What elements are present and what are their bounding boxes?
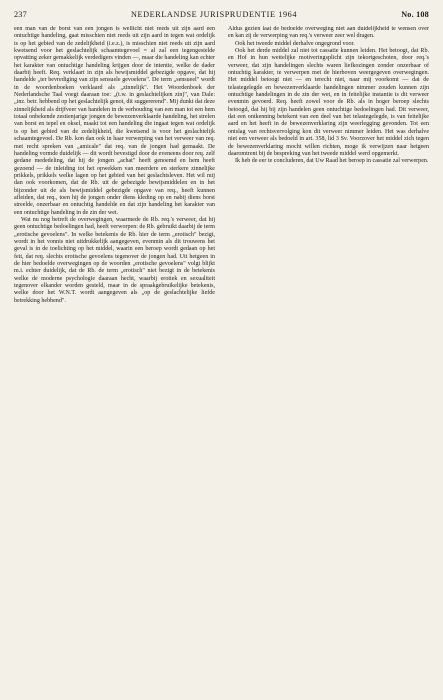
paragraph: Wat nu nog betreft de overwegingen, waarmede de Rb. req.'s verweer, dat hij geen ontuchtige bedoelingen had, heeft verworpen: de Rb. gebruikt daarbij de term „erotische gevoelens". In welke betekenis de Rb. hier de term „erotisch" bezigt, wordt in het vonnis niet uitdrukkelijk aangegeven, evenmin als dit trouwens het geval is in de toelichting op het middel, waarin een beroep wordt gedaan op het feit, dat req. slechts erotische gevoelens tegenover de jongen had. Uit hetgeen in de hier bedoelde overwegingen op de woorden „erotische gevoelens" volgt blijkt m.i. echter duidelijk, dat de Rb. de term „erotisch" niet bezigt in de betekenis welke de moderne psychologie daaraan hecht, waarbij erotiek en sexualiteit tegenover elkander worden gesteld, maar in de spraakgebruikelijke betekenis, welke door het W.N.T. wordt aangegeven als „op de geslachtelijke liefde betrekking hebbend". [14,216,215,304]
page-header [14,10,429,22]
right-column [228,26,429,305]
journal-title: NEDERLANDSE JURISPRUDENTIE 1964 [131,10,298,19]
paragraph: Aldus gezien laat de bedoelde overweging niet aan duidelijkheid te wensen over en kan zij de verwerping van req.'s verweer zeer wel dragen. [228,26,429,40]
paragraph: Ook het derde middel zal niet tot cassatie kunnen leiden. Het betoogt, dat Rb. en Hof in hun wettelijke motiveringsplicht zijn tekortgeschoten, door req.'s verweer, dat zijn handelingen slechts waren liefkozingen zonder onzerbaar of ontuchtig karakter, te verwerpen met de hierboven weergegeven overwegingen. Het middel betoogt niet — en terecht niet, naar mij voorkomt — dat de telastegelegde en bewezenverklaarde handelingen nimmer zouden kunnen zijn ontuchtige handelingen in de zin der wet, en in feitelijke instantie is dit verweer evenmin gevoerd. Req. heeft zowel voor de Rb. als in hoger beroep slechts betoogd, dat hij bij zijn handelen geen ontuchtige bedoelingen had. Dit verweer, dat een ontkenning betekent van een deel van het telastegelegde, is van feitelijke aard en het heeft in de bewezenverklaring zijn weerlegging gevonden. Tot een ontslag van rechtsvervolging kon dit verweer nimmer leiden. Het was derhalve niet een verweer als bedoeld in art. 358, lid 3 Sv. Voorzover het middel zich tegen de bewezenverklaring mocht willen richten, moge ik verwijzen naar hetgeen daaromtrent bij de bespreking van het tweede middel werd opgemerkt. [228,48,429,157]
text-columns [14,26,429,305]
paragraph: Ook het tweede middel derhalve ongegrond voor. [235,40,355,47]
page-number: 237 [14,10,27,19]
case-number: No. 108 [401,10,429,19]
paragraph: Ik heb de eer te concluderen, dat Uw Raad het beroep in cassatie zal verwerpen. [235,158,429,165]
left-column [14,26,215,305]
paragraph: een man van de borst van een jongen is wellicht niet reeds uit zijn aard een ontuchtige handeling, gaat misschien niet reeds uit zijn aard in tegen wat ordelijk is op het gebied van de zedelijkheid (i.e.z.), is misschien niet reeds uit zijn aard kwetsend voor het geslachtelijk schaamtegevoel = al zal een tegengestelde opvatting zeker gemakkelijk verdedigers vinden —, maar die handeling kan echter het karakter van ontuchtige handeling krijgen door de intentie, welke de dader daarbij heeft. Req. verklaart in zijn als bewijsmiddel gebezigde opgave, dat hij handelde „ter bevrediging van zijn sensuele gevoelens". De term „sensueel" wordt in de woordenboeken verklaard als „zinnelijk". Het Woordenboek der Nederlandsche Taal voegt daaraan toe: „(t.w. in geslachtelijken zin)", van Dale: „inz. betr. hebbend op het geslachtelijk genot, dit suggererend". Mij dunkt dat deze zinnelijkheid als drijfveer van handelen in de verhouding van een man tot een hem totaal onbekende zestienjarige jongen de bewezenverklaarde handeling, het strelen van borst en tepel en oksel, maakt tot een handeling die ingaat tegen wat ordelijk is op het gebied van de zedelijkheid, die kwetsend is voor het geslachtelijk schaamtegevoel. De Rb. kon dan ook in haar verwerping van het verweer van req. met recht spreken van „amicale" dat req. van de jongen had gemaakt. De handeling vormde duidelijk — dit wordt bevestigd door de eveneens door req. zelf gedane mededeling, dat hij de jongen „achat" heeft genoemd en hem heeft gezoend — de inleiding tot het opwekken van meerdere en sterkere zinnelijke prikkels, prikkels welke lagen op het gebied van het geslachtsleven. Het wil mij dan ook voorkomen, dat de Rb. uit de gebezigde bewijsmiddelen en in het bijzonder uit de als bewijsmiddel gebezigde opgave van req., heeft kunnen afleiden, dat req., toen hij de jongen onder diens kleding op en nabij diens borst streelde, onzerbaar en ontuchtig handelde en dat zijn handeling het karakter van een ontuchtige handeling in de zin der wet. [14,26,215,216]
